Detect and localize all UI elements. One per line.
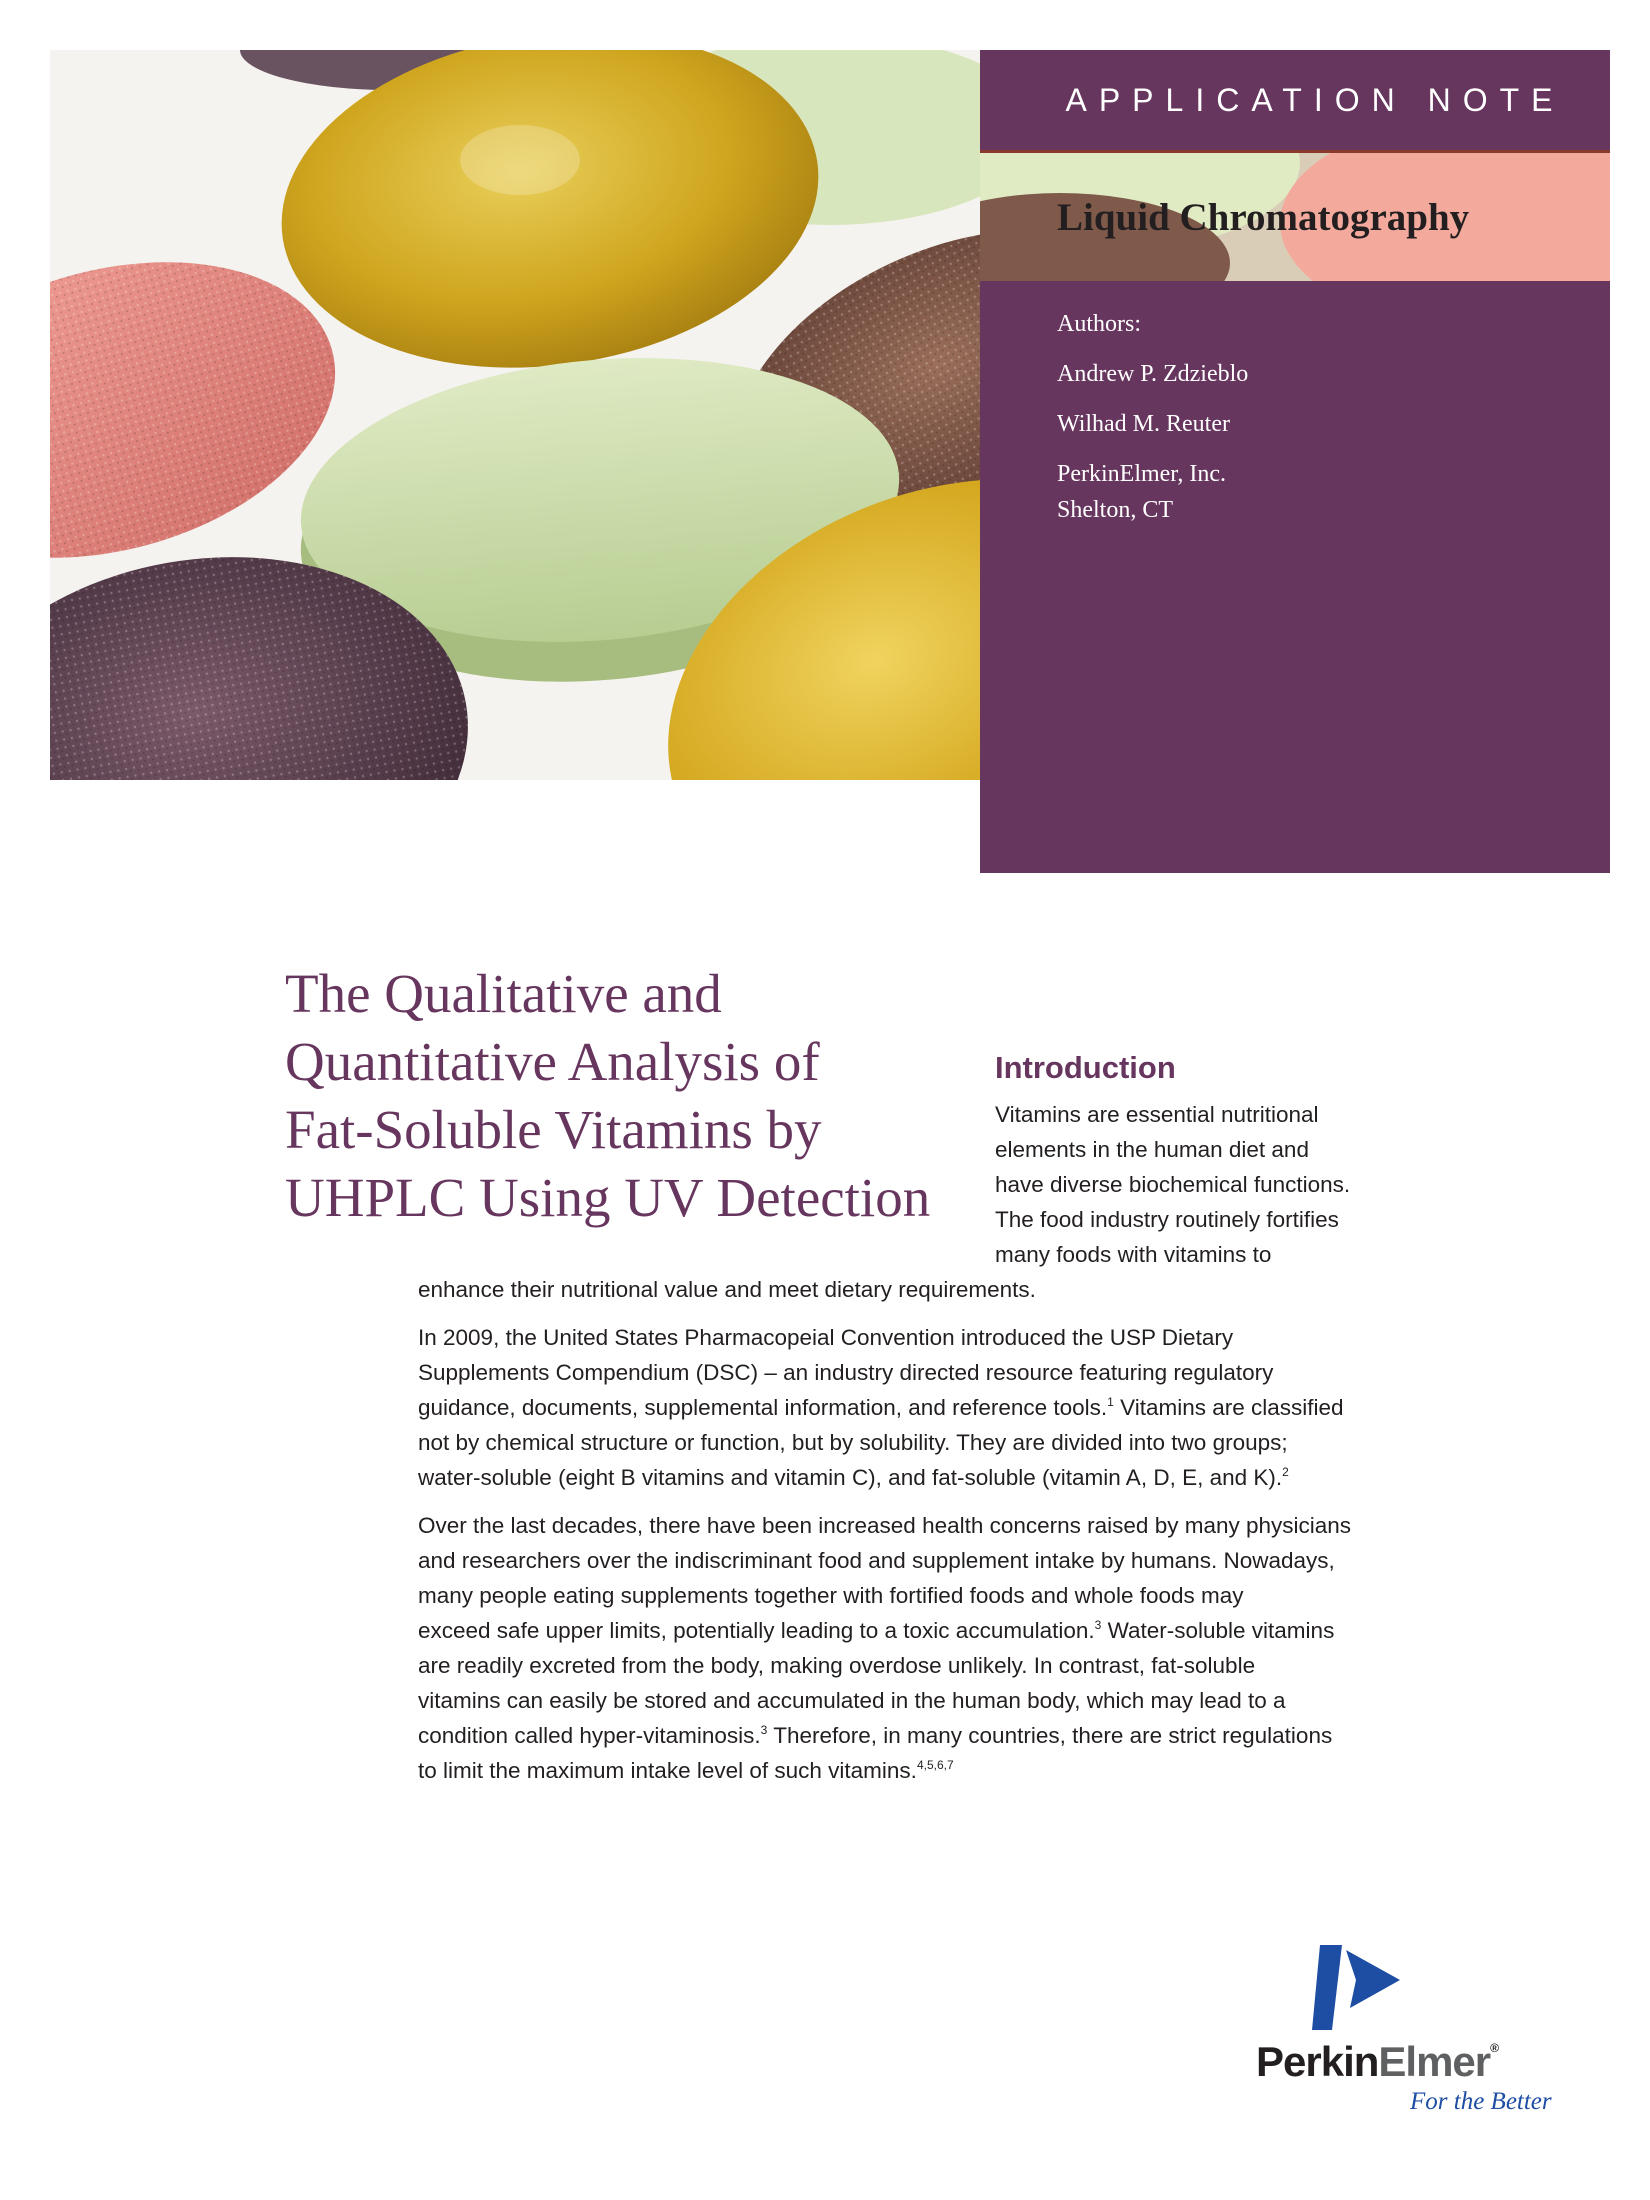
- title-line: The Qualitative and: [285, 963, 722, 1024]
- text-line: [418, 1613, 1378, 1648]
- title-line: Quantitative Analysis of: [285, 1031, 820, 1092]
- author-name: Andrew P. Zdzieblo: [1057, 361, 1249, 387]
- author-organization: PerkinElmer, Inc.: [1057, 461, 1226, 487]
- author-location: Shelton, CT: [1057, 497, 1174, 523]
- text-line: many people eating supplements together with fortified foods and whole foods may: [418, 1583, 1244, 1608]
- footnote-ref: 2: [1282, 1465, 1289, 1479]
- introduction-heading: Introduction: [995, 1050, 1176, 1085]
- introduction-column: [995, 1097, 1395, 1272]
- title-line: Fat-Soluble Vitamins by: [285, 1099, 822, 1160]
- text-line: and researchers over the indiscriminant food and supplement intake by humans. Nowadays,: [418, 1548, 1335, 1573]
- text-line: elements in the human diet and: [995, 1137, 1309, 1162]
- text-line: [418, 1390, 1378, 1425]
- brand-name: [1256, 2038, 1498, 2086]
- paragraph-health-concerns: [418, 1508, 1378, 1788]
- footnote-ref: 3: [1094, 1618, 1102, 1632]
- text-segment: guidance, documents, supplemental information, and reference tools.: [418, 1395, 1108, 1420]
- text-line: [418, 1718, 1378, 1753]
- author-name: Wilhad M. Reuter: [1057, 411, 1230, 437]
- footnote-ref: 4,5,6,7: [916, 1758, 954, 1772]
- text-segment: to limit the maximum intake level of such vitamins.: [418, 1758, 917, 1783]
- banner-label: APPLICATION NOTE: [1065, 81, 1565, 118]
- text-line: In 2009, the United States Pharmacopeial Convention introduced the USP Dietary: [418, 1325, 1234, 1350]
- footnote-ref: 1: [1107, 1395, 1114, 1409]
- perkinelmer-p-mark-icon: [1250, 1940, 1570, 2040]
- footnote-ref: 3: [760, 1723, 768, 1737]
- text-segment: condition called hyper-vitaminosis.: [418, 1723, 761, 1748]
- text-line: vitamins can easily be stored and accumulated in the human body, which may lead to a: [418, 1688, 1286, 1713]
- text-line: Supplements Compendium (DSC) – an industry directed resource featuring regulatory: [418, 1360, 1274, 1385]
- vitamin-pills-photo: [50, 50, 980, 780]
- text-line: [418, 1460, 1378, 1495]
- introduction-continuation: [418, 1272, 1378, 1307]
- brand-part-elmer: Elmer: [1378, 2038, 1491, 2085]
- text-line: The food industry routinely fortifies: [995, 1207, 1339, 1232]
- title-line: UHPLC Using UV Detection: [285, 1167, 931, 1228]
- text-line: not by chemical structure or function, but by solubility. They are divided into two groups;: [418, 1430, 1288, 1455]
- text-segment: exceed safe upper limits, potentially leading to a toxic accumulation.: [418, 1618, 1095, 1643]
- text-line: [418, 1753, 1378, 1788]
- brand-part-perkin: Perkin: [1256, 2038, 1379, 2085]
- page-title: [285, 960, 975, 1232]
- text-line: many foods with vitamins to: [995, 1242, 1272, 1267]
- text-line: are readily excreted from the body, making overdose unlikely. In contrast, fat-soluble: [418, 1653, 1256, 1678]
- paragraph-usp-compendium: [418, 1320, 1378, 1495]
- text-segment: water-soluble (eight B vitamins and vitamin C), and fat-soluble (vitamin A, D, E, and K).: [418, 1465, 1283, 1490]
- text-segment: Therefore, in many countries, there are strict regulations: [767, 1723, 1333, 1748]
- brand-tagline: For the Better: [1410, 2088, 1552, 2115]
- category-label: Liquid Chromatography: [1057, 196, 1470, 239]
- author-panel: [980, 281, 1610, 873]
- perkinelmer-logo: [1250, 1940, 1570, 2130]
- category-strip: [980, 153, 1610, 281]
- authors-label: Authors:: [1057, 311, 1141, 337]
- text-segment: Water-soluble vitamins: [1101, 1618, 1335, 1643]
- application-note-banner: [980, 50, 1610, 153]
- registered-mark: ®: [1490, 2041, 1498, 2055]
- text-segment: Vitamins are classified: [1113, 1395, 1344, 1420]
- text-line: Over the last decades, there have been increased health concerns raised by many physicians: [418, 1513, 1352, 1538]
- text-line: Vitamins are essential nutritional: [995, 1102, 1319, 1127]
- text-line: have diverse biochemical functions.: [995, 1172, 1351, 1197]
- text-line: enhance their nutritional value and meet dietary requirements.: [418, 1277, 1036, 1302]
